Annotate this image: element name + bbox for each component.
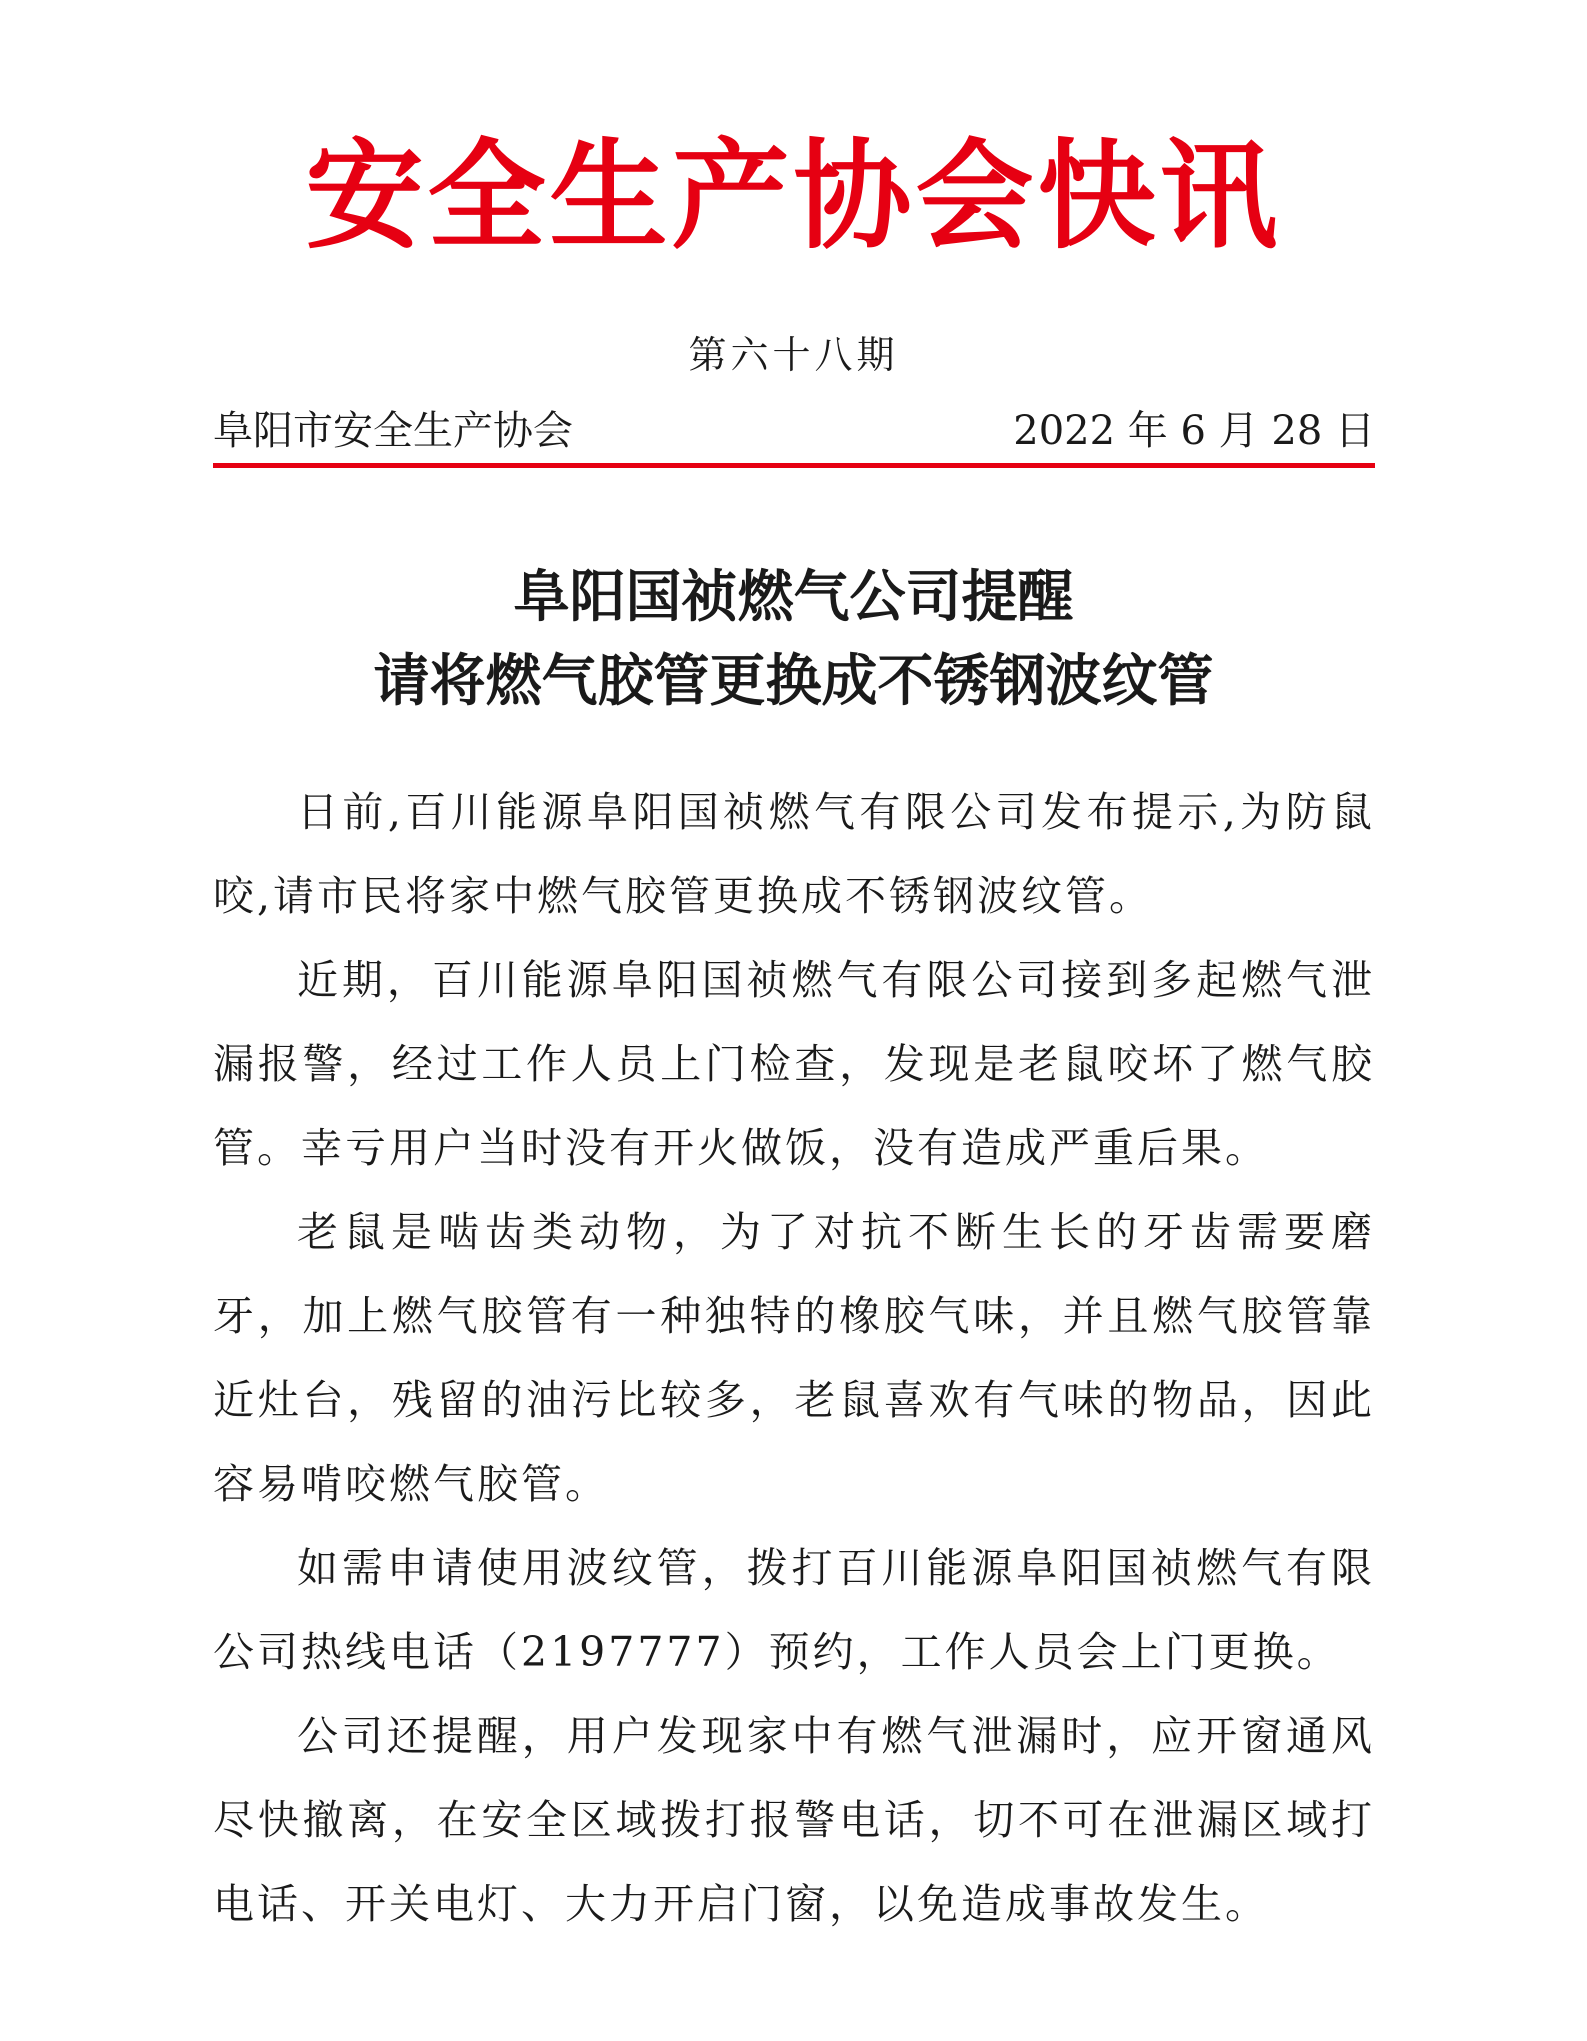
paragraph: 近期，百川能源阜阳国祯燃气有限公司接到多起燃气泄漏报警，经过工作人员上门检查，发现是老鼠咬坏了燃气胶管。幸亏用户当时没有开火做饭，没有造成严重后果。 [213,956,1375,1172]
article-body [213,770,1375,1946]
paragraph: 老鼠是啮齿类动物，为了对抗不断生长的牙齿需要磨牙，加上燃气胶管有一种独特的橡胶气味，并且燃气胶管靠近灶台，残留的油污比较多，老鼠喜欢有气味的物品，因此容易啃咬燃气胶管。 [213,1208,1375,1508]
paragraph: 如需申请使用波纹管，拨打百川能源阜阳国祯燃气有限公司热线电话（2197777）预约，工作人员会上门更换。 [213,1544,1375,1676]
paragraph: 公司还提醒，用户发现家中有燃气泄漏时，应开窗通风尽快撤离，在安全区域拨打报警电话，切不可在泄漏区域打电话、开关电灯、大力开启门窗，以免造成事故发生。 [213,1712,1375,1928]
paragraph: 日前,百川能源阜阳国祯燃气有限公司发布提示,为防鼠咬,请市民将家中燃气胶管更换成不锈钢波纹管。 [213,788,1375,920]
masthead-title: 安全生产协会快讯 [305,127,1282,265]
publication-date: 2022 年 6 月 28 日 [1013,407,1375,454]
red-divider [213,463,1375,468]
headline-line-1: 阜阳国祯燃气公司提醒 [513,565,1074,630]
issue-number: 第六十八期 [688,333,899,377]
publication-meta [213,400,1375,454]
article-headline [0,556,1587,724]
publisher-name: 阜阳市安全生产协会 [213,407,573,454]
headline-line-2: 请将燃气胶管更换成不锈钢波纹管 [373,649,1214,714]
